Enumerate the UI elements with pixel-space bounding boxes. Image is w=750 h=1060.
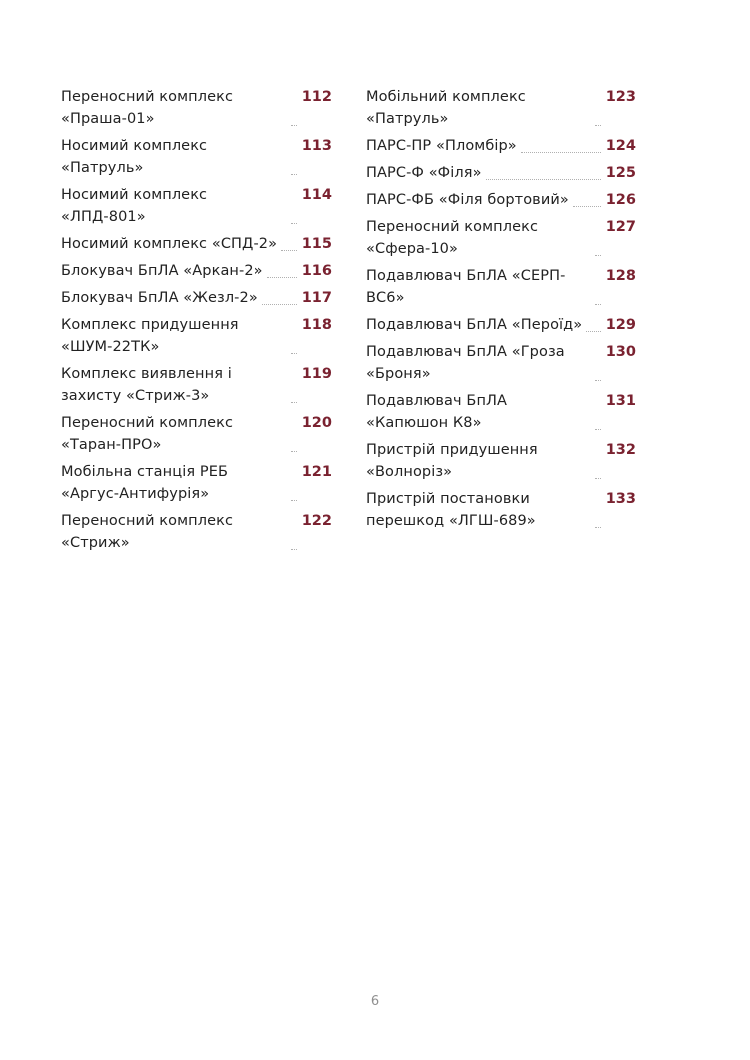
toc-entry-title: Подавлювач БпЛА «Капюшон К8» — [366, 393, 508, 431]
toc-entry-title: Блокувач БпЛА «Жезл-2» — [61, 290, 258, 306]
toc-entry-page: 123 — [605, 89, 636, 105]
toc-entry-page: 119 — [301, 366, 332, 382]
toc-entry[interactable] — [366, 265, 636, 309]
toc-entry-page: 121 — [301, 464, 332, 480]
toc-entry[interactable] — [61, 184, 332, 228]
toc-entry-title: Переносний комплекс «Сфера-10» — [366, 219, 539, 257]
toc-entry-title: Пристрій придушення «Волноріз» — [366, 442, 538, 480]
toc-dot-leader — [281, 250, 297, 251]
toc-entry-title: Подавлювач БпЛА «Пероїд» — [366, 317, 583, 333]
toc-entry-page: 130 — [605, 344, 636, 360]
toc-entry[interactable] — [366, 162, 636, 184]
toc-entry-page: 131 — [605, 393, 636, 409]
toc-entry-page: 115 — [301, 236, 332, 252]
toc-entry[interactable] — [61, 412, 332, 456]
toc-entry[interactable] — [366, 341, 636, 385]
toc-entry-page: 126 — [605, 192, 636, 208]
toc-entry-page: 122 — [301, 513, 332, 529]
toc-entry[interactable] — [61, 86, 332, 130]
toc-dot-leader — [595, 380, 601, 381]
toc-entry[interactable] — [366, 390, 636, 434]
toc-entry-title: Подавлювач БпЛА «Гроза «Броня» — [366, 344, 565, 382]
toc-dot-leader — [291, 125, 297, 126]
toc-dot-leader — [291, 353, 297, 354]
toc-dot-leader — [291, 223, 297, 224]
toc-entry-page: 133 — [605, 491, 636, 507]
toc-entry-title: Мобільна станція РЕБ «Аргус-Антифурія» — [61, 464, 229, 502]
toc-entry-title: Носимий комплекс «Патруль» — [61, 138, 208, 176]
toc-entry-title: ПАРС-ФБ «Філя бортовий» — [366, 192, 569, 208]
toc-entry-title: Комплекс придушення «ШУМ-22ТК» — [61, 317, 239, 355]
toc-dot-leader — [291, 549, 297, 550]
toc-dot-leader — [595, 527, 601, 528]
toc-column-left — [61, 86, 332, 559]
toc-dot-leader — [595, 125, 601, 126]
toc-dot-leader — [291, 402, 297, 403]
toc-entry-page: 127 — [605, 219, 636, 235]
toc-entry-title: Переносний комплекс «Праша-01» — [61, 89, 234, 127]
toc-entry-page: 114 — [301, 187, 332, 203]
toc-entry[interactable] — [61, 510, 332, 554]
toc-entry-page: 112 — [301, 89, 332, 105]
toc-entry-title: Переносний комплекс «Таран-ПРО» — [61, 415, 234, 453]
toc-entry[interactable] — [366, 135, 636, 157]
toc-entry-title: Блокувач БпЛА «Аркан-2» — [61, 263, 263, 279]
toc-dot-leader — [486, 179, 601, 180]
toc-entry-title: ПАРС-Ф «Філя» — [366, 165, 482, 181]
toc-dot-leader — [521, 152, 601, 153]
toc-entry-page: 129 — [605, 317, 636, 333]
toc-entry-title: Пристрій постановки перешкод «ЛГШ-689» — [366, 491, 536, 529]
toc-dot-leader — [595, 304, 601, 305]
toc-column-right — [366, 86, 636, 537]
toc-entry-page: 124 — [605, 138, 636, 154]
toc-dot-leader — [595, 429, 601, 430]
toc-entry[interactable] — [61, 363, 332, 407]
toc-entry-page: 118 — [301, 317, 332, 333]
toc-entry-page: 113 — [301, 138, 332, 154]
toc-dot-leader — [291, 451, 297, 452]
toc-entry-title: Подавлювач БпЛА «СЕРП-ВС6» — [366, 268, 566, 306]
toc-entry[interactable] — [366, 189, 636, 211]
toc-entry[interactable] — [366, 488, 636, 532]
toc-entry-page: 116 — [301, 263, 332, 279]
toc-dot-leader — [291, 500, 297, 501]
toc-entry-page: 120 — [301, 415, 332, 431]
toc-entry-title: ПАРС-ПР «Пломбір» — [366, 138, 517, 154]
toc-entry[interactable] — [61, 260, 332, 282]
page-number: 6 — [370, 994, 380, 1009]
toc-entry-page: 132 — [605, 442, 636, 458]
toc-entry-title: Переносний комплекс «Стриж» — [61, 513, 234, 551]
toc-entry[interactable] — [366, 216, 636, 260]
toc-entry-title: Мобільний комплекс «Патруль» — [366, 89, 526, 127]
toc-entry-page: 117 — [301, 290, 332, 306]
toc-dot-leader — [262, 304, 297, 305]
toc-entry-page: 125 — [605, 165, 636, 181]
toc-entry-title: Носимий комплекс «ЛПД-801» — [61, 187, 208, 225]
toc-dot-leader — [586, 331, 601, 332]
toc-dot-leader — [291, 174, 297, 175]
toc-dot-leader — [267, 277, 297, 278]
toc-entry[interactable] — [61, 233, 332, 255]
toc-entry[interactable] — [61, 135, 332, 179]
toc-dot-leader — [573, 206, 601, 207]
toc-dot-leader — [595, 255, 601, 256]
toc-entry[interactable] — [61, 314, 332, 358]
toc-entry-page: 128 — [605, 268, 636, 284]
toc-entry-title: Комплекс виявлення і захисту «Стриж-3» — [61, 366, 232, 404]
toc-entry[interactable] — [366, 439, 636, 483]
toc-entry[interactable] — [61, 461, 332, 505]
toc-dot-leader — [595, 478, 601, 479]
toc-entry[interactable] — [366, 86, 636, 130]
toc-entry[interactable] — [61, 287, 332, 309]
toc-entry[interactable] — [366, 314, 636, 336]
toc-entry-title: Носимий комплекс «СПД-2» — [61, 236, 278, 252]
